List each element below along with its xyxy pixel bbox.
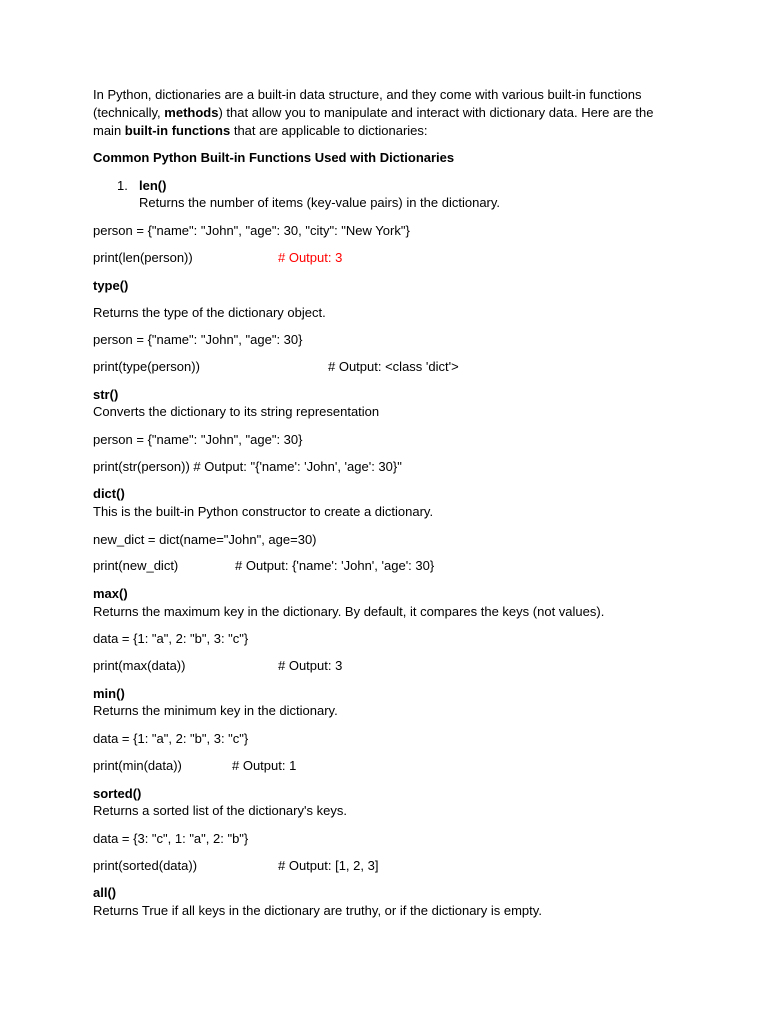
code-line bbox=[93, 358, 693, 376]
code-text: print(max(data)) bbox=[93, 658, 186, 673]
intro-line-2 bbox=[93, 104, 654, 122]
function-title-type: type() bbox=[93, 278, 129, 293]
intro-text: that are applicable to dictionaries: bbox=[230, 123, 428, 138]
function-title-str: str() bbox=[93, 387, 119, 402]
intro-text: (technically, bbox=[93, 105, 165, 120]
function-desc-all: Returns True if all keys in the dictionary are truthy, or if the dictionary is empty. bbox=[93, 903, 542, 918]
function-desc-len: Returns the number of items (key-value pairs) in the dictionary. bbox=[139, 195, 501, 210]
intro-line-3 bbox=[93, 122, 428, 140]
code-line bbox=[93, 757, 693, 775]
intro-bold-methods: methods bbox=[164, 105, 219, 120]
function-desc-max: Returns the maximum key in the dictionary. By default, it compares the keys (not values). bbox=[93, 604, 605, 619]
output-comment: # Output: 3 bbox=[278, 658, 343, 673]
code-line: print(str(person)) # Output: "{'name': 'John', 'age': 30}" bbox=[93, 459, 402, 474]
code-line bbox=[93, 657, 693, 675]
function-title-len: len() bbox=[139, 178, 167, 193]
function-desc-min: Returns the minimum key in the dictionary. bbox=[93, 703, 338, 718]
function-desc-str: Converts the dictionary to its string representation bbox=[93, 404, 380, 419]
function-title-max: max() bbox=[93, 586, 128, 601]
output-comment: # Output: 1 bbox=[232, 758, 297, 773]
code-text: print(len(person)) bbox=[93, 250, 193, 265]
code-text: print(sorted(data)) bbox=[93, 858, 198, 873]
code-text: print(new_dict) bbox=[93, 558, 179, 573]
code-line: data = {1: "a", 2: "b", 3: "c"} bbox=[93, 731, 249, 746]
function-desc-dict: This is the built-in Python constructor to create a dictionary. bbox=[93, 504, 434, 519]
function-title-sorted: sorted() bbox=[93, 786, 142, 801]
code-line: new_dict = dict(name="John", age=30) bbox=[93, 532, 317, 547]
code-text: print(type(person)) bbox=[93, 359, 200, 374]
intro-text: ) that allow you to manipulate and interact with dictionary data. Here are the bbox=[218, 105, 654, 120]
output-comment: # Output: 3 bbox=[278, 250, 343, 265]
code-line: data = {3: "c", 1: "a", 2: "b"} bbox=[93, 831, 249, 846]
code-line bbox=[93, 857, 693, 875]
intro-text: main bbox=[93, 123, 125, 138]
function-title-min: min() bbox=[93, 686, 125, 701]
list-number: 1. bbox=[117, 178, 128, 193]
code-line: person = {"name": "John", "age": 30} bbox=[93, 332, 303, 347]
code-text: print(min(data)) bbox=[93, 758, 182, 773]
function-desc-sorted: Returns a sorted list of the dictionary's keys. bbox=[93, 803, 347, 818]
output-comment: # Output: [1, 2, 3] bbox=[278, 858, 379, 873]
function-desc-type: Returns the type of the dictionary object. bbox=[93, 305, 326, 320]
intro-bold-built-in-functions: built-in functions bbox=[124, 123, 231, 138]
code-line bbox=[93, 557, 693, 575]
code-line: person = {"name": "John", "age": 30, "city": "New York"} bbox=[93, 223, 410, 238]
output-comment: # Output: {'name': 'John', 'age': 30} bbox=[235, 558, 435, 573]
intro-line-1: In Python, dictionaries are a built-in data structure, and they come with various built-in functions bbox=[93, 87, 642, 102]
code-line: person = {"name": "John", "age": 30} bbox=[93, 432, 303, 447]
function-title-dict: dict() bbox=[93, 486, 125, 501]
section-heading: Common Python Built-in Functions Used with Dictionaries bbox=[93, 150, 455, 165]
code-line bbox=[93, 249, 693, 267]
function-title-all: all() bbox=[93, 885, 117, 900]
code-line: data = {1: "a", 2: "b", 3: "c"} bbox=[93, 631, 249, 646]
output-comment: # Output: <class 'dict'> bbox=[328, 359, 459, 374]
